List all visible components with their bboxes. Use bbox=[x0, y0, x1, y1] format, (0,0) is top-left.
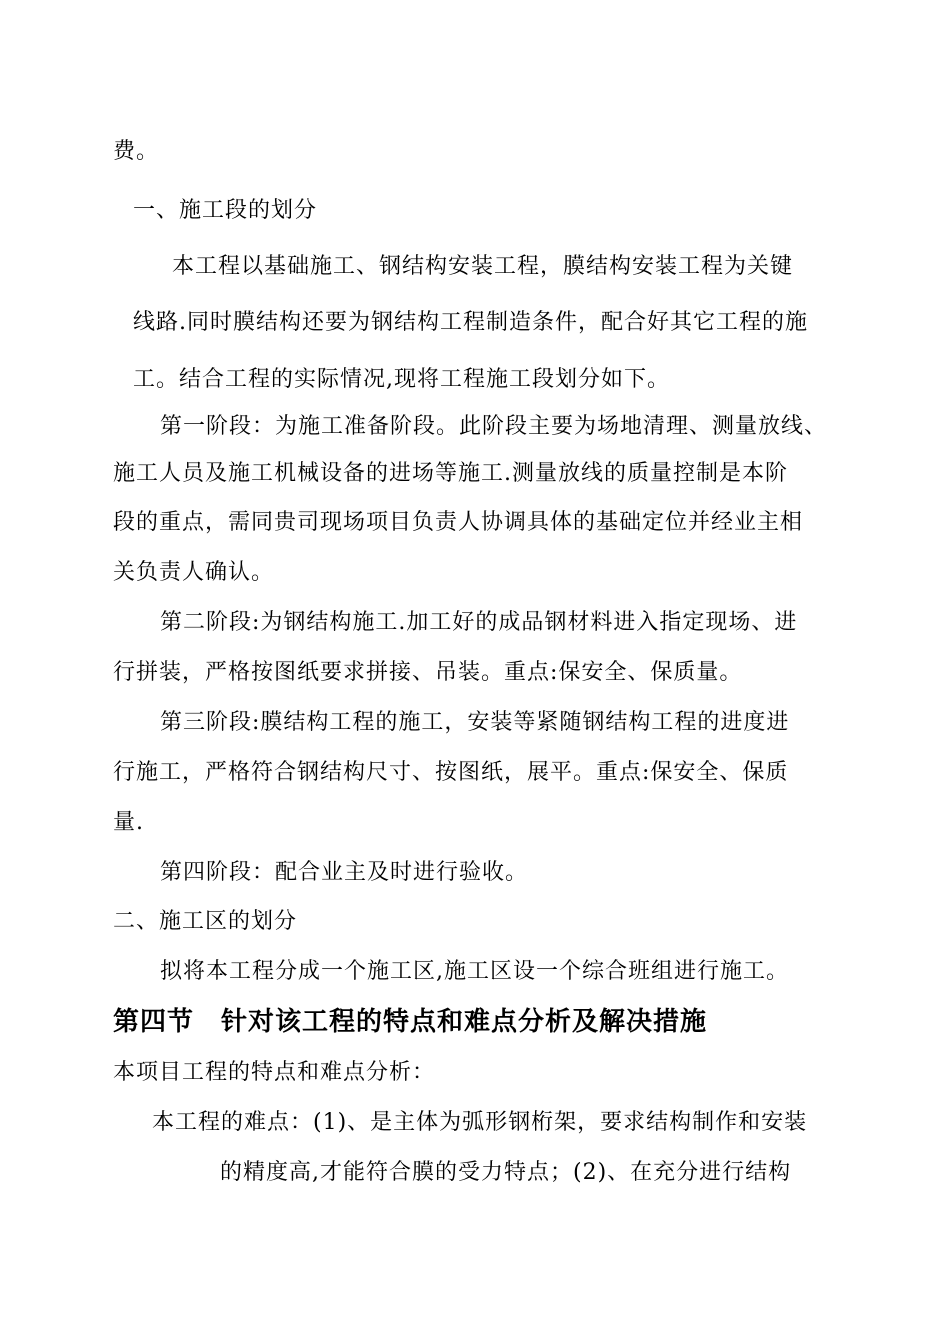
text-line: 费。 bbox=[113, 139, 160, 164]
text-line: 线路.同时膜结构还要为钢结构工程制造条件，配合好其它工程的施 bbox=[133, 310, 808, 335]
text-line: 第二阶段:为钢结构施工.加工好的成品钢材料进入指定现场、进 bbox=[160, 610, 798, 635]
text-line: 关负责人确认。 bbox=[113, 560, 275, 585]
text-line: 的精度高,才能符合膜的受力特点；(2)、在充分进行结构 bbox=[220, 1160, 792, 1185]
text-line: 施工人员及施工机械设备的进场等施工.测量放线的质量控制是本阶 bbox=[113, 461, 788, 486]
text-line: 段的重点，需同贵司现场项目负责人协调具体的基础定位并经业主相 bbox=[113, 510, 804, 535]
text-line: 行拼装，严格按图纸要求拼接、吊装。重点:保安全、保质量。 bbox=[113, 660, 743, 685]
text-line: 工。结合工程的实际情况,现将工程施工段划分如下。 bbox=[133, 367, 670, 392]
text-line: 量. bbox=[113, 810, 144, 835]
text-line: 第四阶段：配合业主及时进行验收。 bbox=[160, 860, 529, 885]
section-heading: 一、施工段的划分 bbox=[133, 198, 318, 223]
text-line: 行施工，严格符合钢结构尺寸、按图纸，展平。重点:保安全、保质 bbox=[113, 760, 789, 785]
text-line: 本工程的难点：(1)、是主体为弧形钢桁架，要求结构制作和安装 bbox=[152, 1110, 808, 1135]
section-heading: 二、施工区的划分 bbox=[113, 909, 298, 934]
text-line: 第一阶段：为施工准备阶段。此阶段主要为场地清理、测量放线、 bbox=[160, 414, 828, 439]
text-line: 拟将本工程分成一个施工区,施工区设一个综合班组进行施工。 bbox=[160, 959, 789, 984]
chapter-heading: 第四节 针对该工程的特点和难点分析及解决措施 bbox=[113, 1007, 708, 1037]
text-line: 第三阶段:膜结构工程的施工，安装等紧随钢结构工程的进度进 bbox=[160, 710, 790, 735]
text-line: 本工程以基础施工、钢结构安装工程，膜结构安装工程为关键 bbox=[172, 254, 794, 279]
text-line: 本项目工程的特点和难点分析： bbox=[113, 1060, 436, 1085]
